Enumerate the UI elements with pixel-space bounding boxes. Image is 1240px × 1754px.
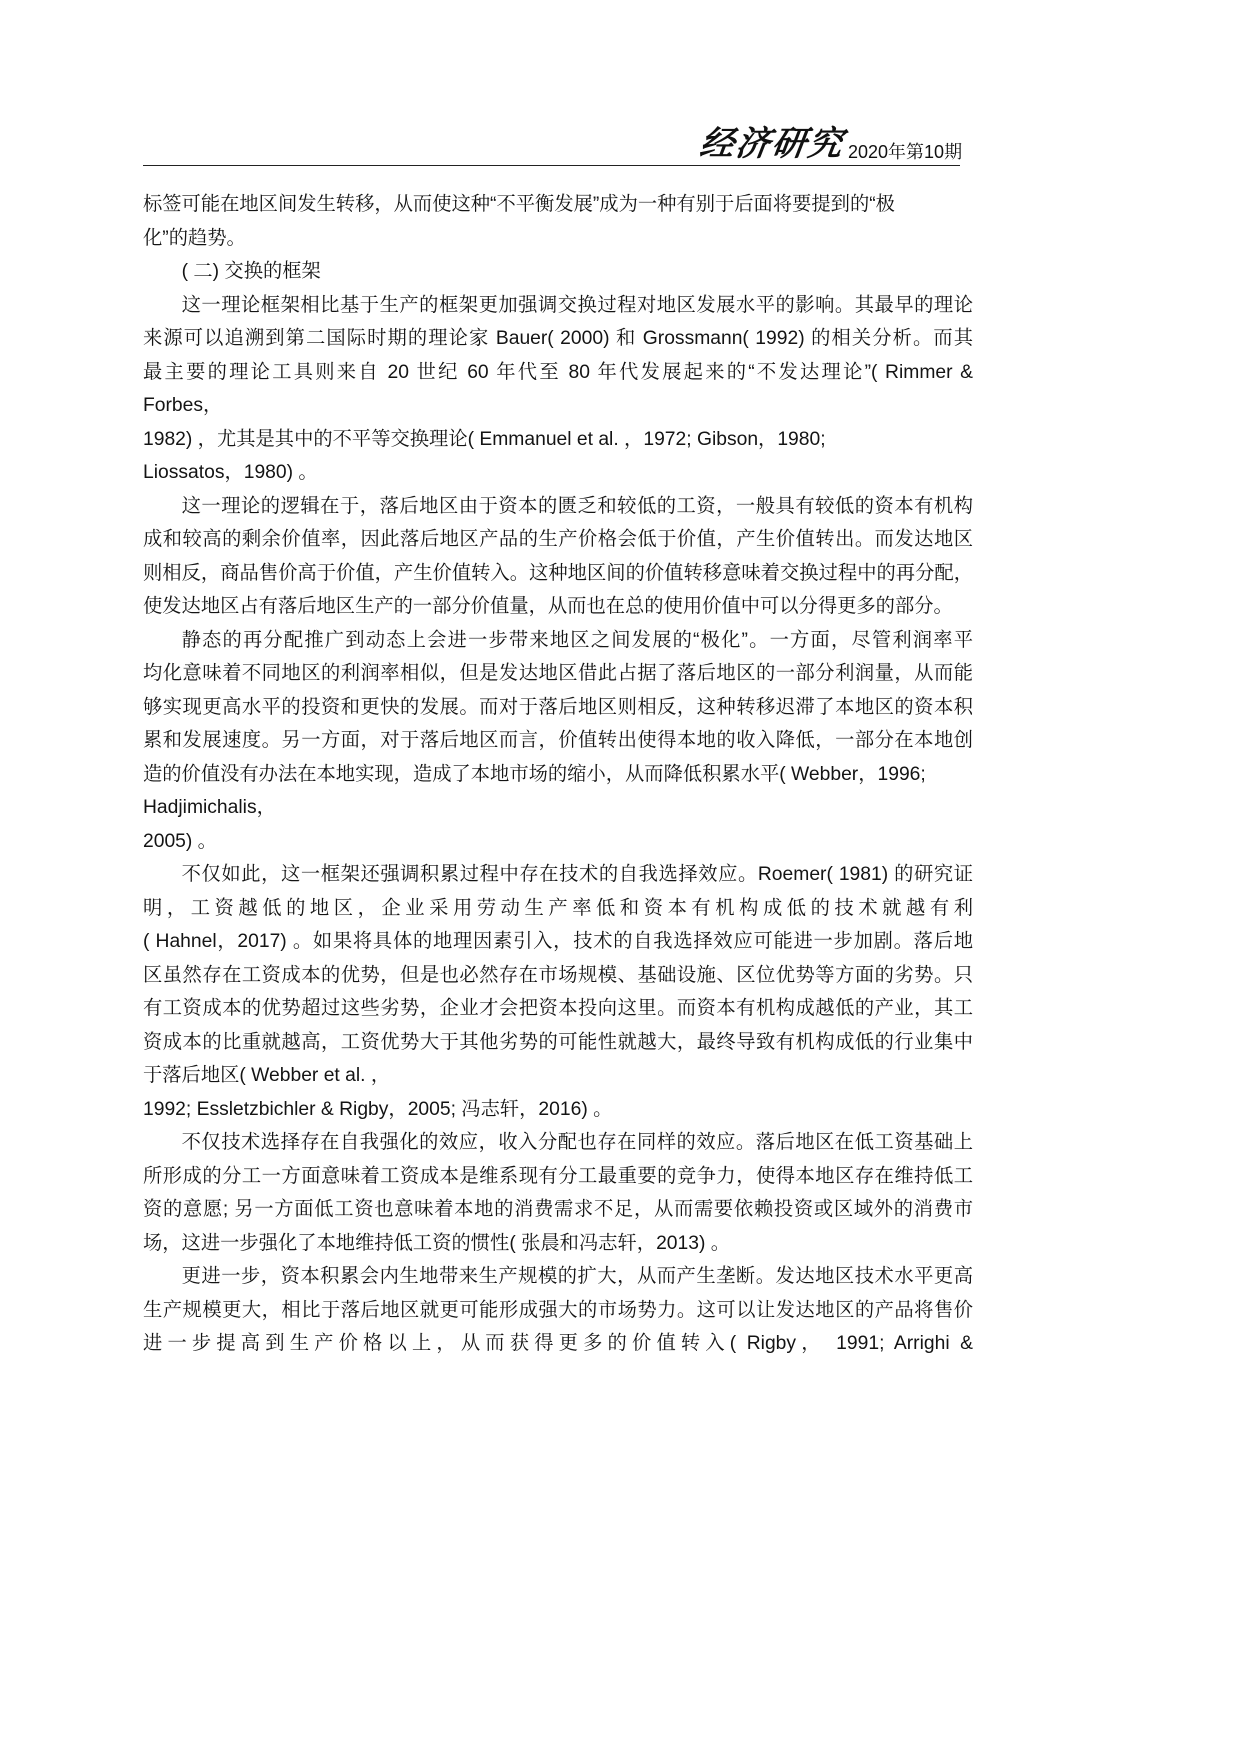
text-line: 这一理论框架相比基于生产的框架更加强调交换过程对地区发展水平的影响。其最早的理论	[181, 294, 973, 316]
text-line: 够实现更高水平的投资和更快的发展。而对于落后地区则相反，这种转移迟滞了本地区的资本积	[143, 696, 973, 718]
text-line: 有工资成本的优势超过这些劣势，企业才会把资本投向这里。而资本有机构成越低的产业，其工	[143, 998, 973, 1019]
text-line: 使发达地区占有落后地区生产的一部分价值量，从而也在总的使用价值中可以分得更多的部分。	[143, 596, 953, 617]
header-rule	[143, 165, 960, 166]
body-text	[143, 188, 973, 1361]
paragraph	[143, 188, 973, 255]
paragraph	[143, 1126, 973, 1260]
text-line: 于落后地区( Webber et al. ，	[143, 1065, 391, 1086]
text-line: Liossatos，1980) 。	[143, 462, 318, 483]
text-line: ( Hahnel，2017) 。如果将具体的地理因素引入，技术的自我选择效应可能进一步加剧。落后地	[143, 931, 973, 952]
issue-label: 2020年第10期	[848, 142, 963, 162]
text-line: 场，这进一步强化了本地维持低工资的惯性( 张晨和冯志轩，2013) 。	[143, 1232, 731, 1254]
text-line: 不仅技术选择存在自我强化的效应，收入分配也存在同样的效应。落后地区在低工资基础上	[181, 1132, 973, 1153]
text-line: 标签可能在地区间发生转移，从而使这种“不平衡发展”成为一种有别于后面将要提到的“极	[143, 194, 895, 215]
text-line: 资的意愿; 另一方面低工资也意味着本地的消费需求不足，从而需要依赖投资或区域外的消费市	[143, 1199, 973, 1220]
paragraph	[143, 624, 973, 859]
journal-logo: 经济研究	[697, 124, 847, 164]
text-line: 不仅如此，这一框架还强调积累过程中存在技术的自我选择效应。Roemer( 1981) 的研究证	[181, 864, 973, 885]
paragraph	[143, 490, 973, 624]
text-line: 明，工资越低的地区，企业采用劳动生产率低和资本有机构成低的技术就越有利	[143, 897, 973, 919]
text-line: 化”的趋势。	[143, 227, 246, 249]
text-line: 区虽然存在工资成本的优势，但是也必然存在市场规模、基础设施、区位优势等方面的劣势。只	[143, 964, 973, 986]
text-line: 静态的再分配推广到动态上会进一步带来地区之间发展的“极化”。一方面，尽管利润率平	[181, 629, 973, 651]
text-line: 则相反，商品售价高于价值，产生价值转入。这种地区间的价值转移意味着交换过程中的再分配，	[143, 562, 973, 584]
text-line: 这一理论的逻辑在于，落后地区由于资本的匮乏和较低的工资，一般具有较低的资本有机构	[181, 495, 973, 517]
text-line: 2005) 。	[143, 830, 217, 852]
text-line: 资成本的比重就越高，工资优势大于其他劣势的可能性就越大，最终导致有机构成低的行业集中	[143, 1031, 973, 1053]
text-line: 造的价值没有办法在本地实现，造成了本地市场的缩小，从而降低积累水平( Webber，1996;	[143, 763, 926, 785]
text-line: Forbes，	[143, 395, 223, 416]
paragraph	[143, 1260, 973, 1361]
paragraph	[143, 858, 973, 1126]
text-line: 进一步提高到生产价格以上，从而获得更多的价值转入( Rigby， 1991; Arrighi &	[143, 1333, 973, 1354]
text-line: 成和较高的剩余价值率，因此落后地区产品的生产价格会低于价值，产生价值转出。而发达地区	[143, 529, 973, 550]
text-line: 累和发展速度。另一方面，对于落后地区而言，价值转出使得本地的收入降低，一部分在本地创	[143, 730, 973, 751]
text-line: 最主要的理论工具则来自 20 世纪 60 年代至 80 年代发展起来的“不发达理论”( Rimmer &	[143, 361, 973, 383]
text-line: 来源可以追溯到第二国际时期的理论家 Bauer( 2000) 和 Grossmann( 1992) 的相关分析。而其	[143, 328, 973, 349]
paragraph	[143, 289, 973, 490]
text-line: 生产规模更大，相比于落后地区就更可能形成强大的市场势力。这可以让发达地区的产品将售价	[143, 1299, 973, 1321]
text-line: 所形成的分工一方面意味着工资成本是维系现有分工最重要的竞争力，使得本地区存在维持低工	[143, 1165, 973, 1187]
text-line: 1982) ，尤其是其中的不平等交换理论( Emmanuel et al. ，1972; Gibson，1980;	[143, 428, 826, 450]
text-line: 1992; Essletzbichler & Rigby，2005; 冯志轩，2016) 。	[143, 1098, 613, 1120]
section-heading: ( 二) 交换的框架	[181, 261, 321, 282]
text-line: 更进一步，资本积累会内生地带来生产规模的扩大，从而产生垄断。发达地区技术水平更高	[181, 1266, 973, 1287]
text-line: Hadjimichalis，	[143, 797, 276, 818]
text-line: 均化意味着不同地区的利润率相似，但是发达地区借此占据了落后地区的一部分利润量，从而能	[143, 663, 973, 684]
